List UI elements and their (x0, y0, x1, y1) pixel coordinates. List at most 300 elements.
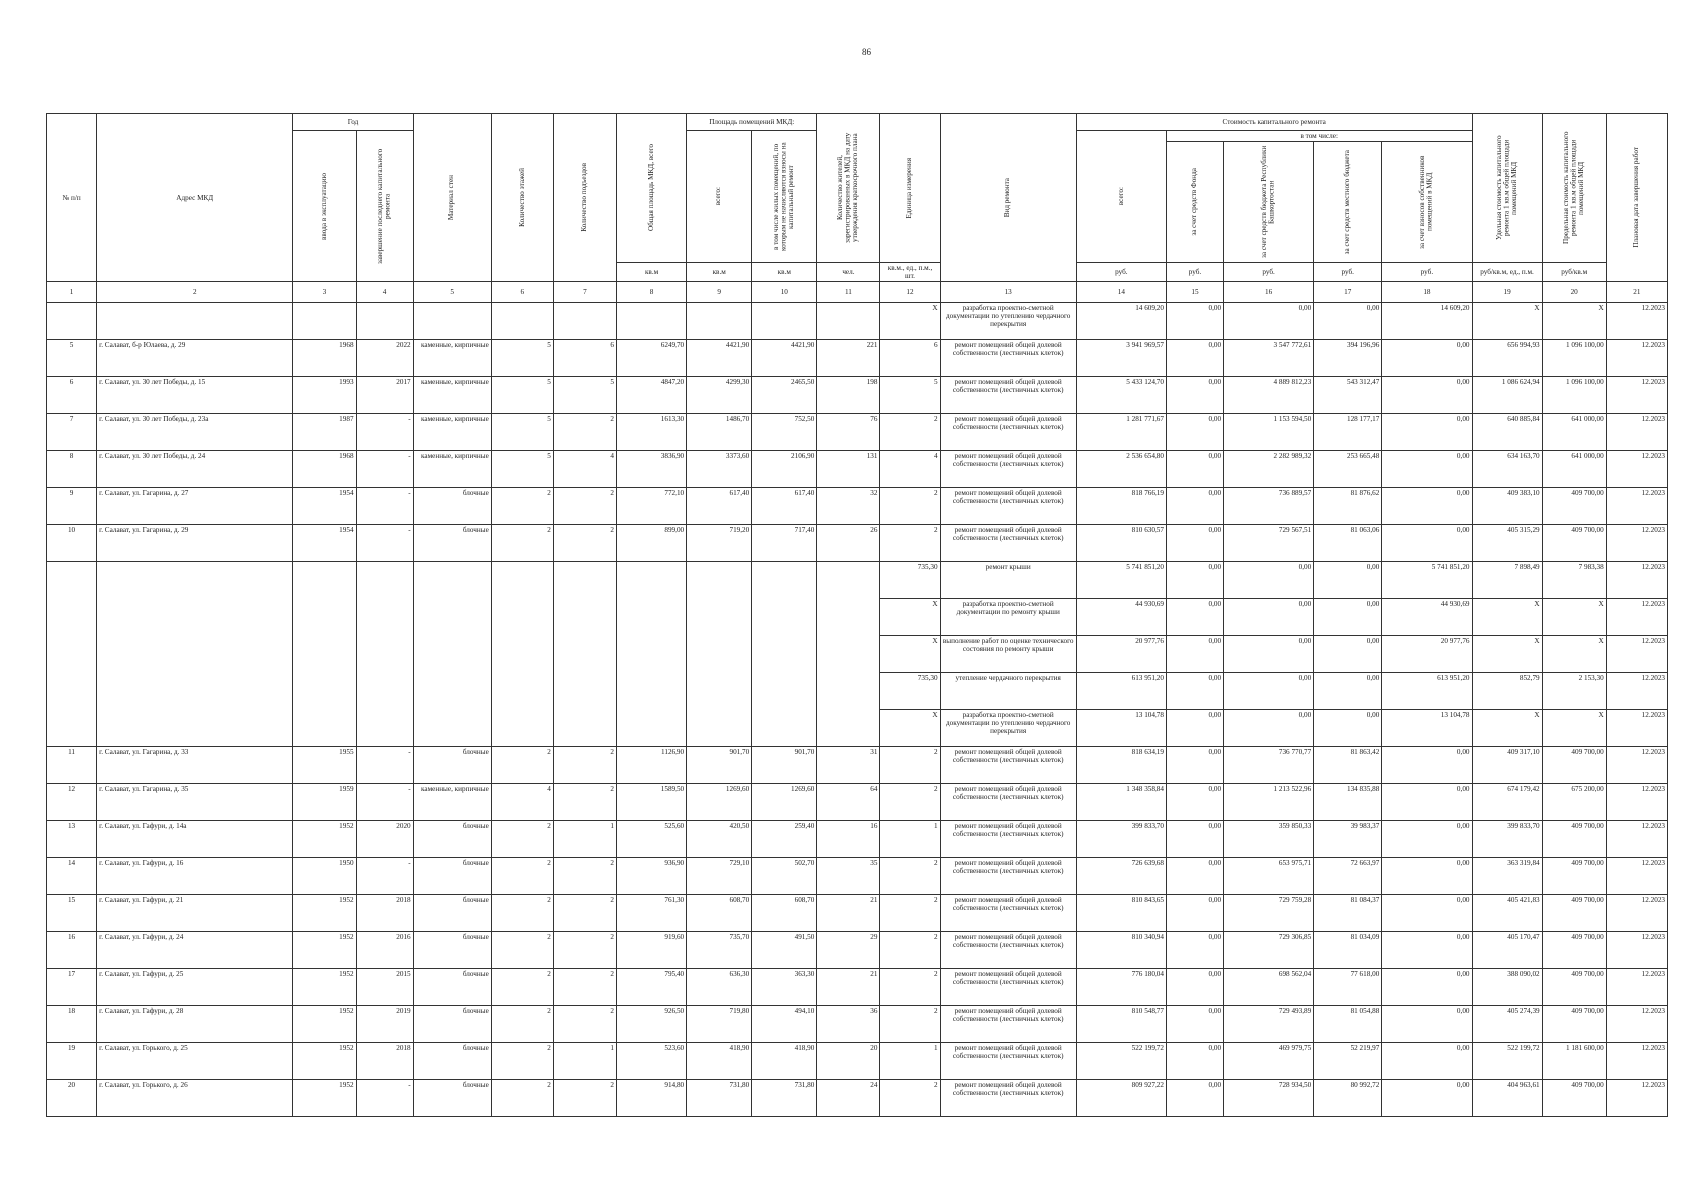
cell-cost-total: 726 639,68 (1076, 858, 1166, 895)
cell-premises-total: 636,30 (687, 969, 752, 1006)
cell-cost-local: 253 665,48 (1314, 451, 1382, 488)
cell-floors (491, 673, 553, 710)
cell-cost-local: 0,00 (1314, 562, 1382, 599)
cell-max-cost: 409 700,00 (1542, 895, 1606, 932)
cell-cost-local: 81 876,62 (1314, 488, 1382, 525)
cell-residents: 26 (817, 525, 880, 562)
cell-planned-date: 12.2023 (1606, 1006, 1667, 1043)
cell-premises-nonpaying (752, 710, 817, 747)
cell-floors: 2 (491, 488, 553, 525)
cell-premises-total (687, 562, 752, 599)
table-row (47, 636, 1668, 673)
cell-cost-total: 1 348 358,84 (1076, 784, 1166, 821)
cell-specific-cost: 409 317,10 (1472, 747, 1542, 784)
cell-specific-cost: 640 885,84 (1472, 414, 1542, 451)
cell-row-num (47, 673, 97, 710)
cell-row-num: 9 (47, 488, 97, 525)
column-number: 18 (1382, 282, 1472, 303)
cell-year-commission: 1954 (293, 525, 356, 562)
cell-unit: 2 (880, 784, 940, 821)
cell-cost-total: 810 340,94 (1076, 932, 1166, 969)
cell-cost-local: 394 196,96 (1314, 340, 1382, 377)
cell-year-last-repair: 2018 (356, 895, 413, 932)
cell-planned-date: 12.2023 (1606, 1043, 1667, 1080)
cell-wall-material: блочные (413, 895, 491, 932)
cell-repair-kind: утепление чердачного перекрытия (940, 673, 1076, 710)
cell-specific-cost: 405 421,83 (1472, 895, 1542, 932)
cell-unit: 735,30 (880, 673, 940, 710)
cell-year-last-repair: 2020 (356, 821, 413, 858)
table-row (47, 451, 1668, 488)
cell-premises-total: 1486,70 (687, 414, 752, 451)
cell-year-commission: 1950 (293, 858, 356, 895)
header-unit-text: Единица измерения (905, 157, 914, 219)
cell-cost-owners: 0,00 (1382, 1043, 1472, 1080)
cell-year-last-repair (356, 673, 413, 710)
cell-repair-kind: ремонт помещений общей долевой собственности (лестничных клеток) (940, 784, 1076, 821)
cell-total-area: 6249,70 (617, 340, 687, 377)
cell-residents: 31 (817, 747, 880, 784)
cell-max-cost: 409 700,00 (1542, 747, 1606, 784)
cell-premises-total (687, 710, 752, 747)
cell-year-commission: 1952 (293, 1043, 356, 1080)
cell-premises-total: 719,20 (687, 525, 752, 562)
cell-repair-kind: ремонт помещений общей долевой собственности (лестничных клеток) (940, 1080, 1076, 1117)
cell-cost-local: 81 863,42 (1314, 747, 1382, 784)
cell-row-num (47, 710, 97, 747)
cell-repair-kind: ремонт помещений общей долевой собственности (лестничных клеток) (940, 340, 1076, 377)
table-row (47, 1043, 1668, 1080)
cell-repair-kind: ремонт помещений общей долевой собственности (лестничных клеток) (940, 451, 1076, 488)
cell-specific-cost: 852,79 (1472, 673, 1542, 710)
cell-cost-republic: 653 975,71 (1224, 858, 1314, 895)
cell-repair-kind: ремонт крыши (940, 562, 1076, 599)
header-planned-date-text: Плановая дата завершения работ (1632, 147, 1641, 248)
cell-total-area: 795,40 (617, 969, 687, 1006)
cell-year-last-repair: - (356, 488, 413, 525)
cell-cost-republic: 3 547 772,61 (1224, 340, 1314, 377)
cell-year-commission: 1954 (293, 488, 356, 525)
cell-residents (817, 710, 880, 747)
table-row (47, 1006, 1668, 1043)
cell-cost-owners: 0,00 (1382, 784, 1472, 821)
cell-year-commission: 1952 (293, 969, 356, 1006)
cell-row-num (47, 636, 97, 673)
cell-year-last-repair: 2018 (356, 1043, 413, 1080)
header-residents-text: Количество жителей, зарегистрированных в МКД на дату утверждения краткосрочного плана (836, 132, 860, 244)
header-including: в том числе: (1166, 131, 1472, 142)
header-premises-nonpaying-text: в том числе жилых помещений, по которым не начисляются взносы на капитальный ремонт (771, 142, 796, 251)
cell-wall-material: блочные (413, 858, 491, 895)
cell-planned-date: 12.2023 (1606, 377, 1667, 414)
cell-cost-fund: 0,00 (1166, 895, 1223, 932)
cell-year-last-repair: - (356, 747, 413, 784)
cell-unit: 2 (880, 969, 940, 1006)
cell-unit: 2 (880, 858, 940, 895)
cell-residents: 32 (817, 488, 880, 525)
cell-max-cost: X (1542, 710, 1606, 747)
header-max-cost-text: Предельная стоимость капитального ремонта 1 кв.м общей площади помещений МКД (1561, 131, 1585, 245)
cell-total-area: 1589,50 (617, 784, 687, 821)
cell-cost-fund: 0,00 (1166, 488, 1223, 525)
cell-year-commission: 1987 (293, 414, 356, 451)
cell-unit: 2 (880, 414, 940, 451)
cell-entrances: 6 (553, 340, 616, 377)
cell-unit: 2 (880, 895, 940, 932)
cell-wall-material: блочные (413, 1043, 491, 1080)
header-year-commission-text: ввода в эксплуатацию (319, 172, 328, 240)
cell-address: г. Салават, ул. Гагарина, д. 29 (97, 525, 293, 562)
column-number: 9 (687, 282, 752, 303)
cell-year-commission: 1952 (293, 1006, 356, 1043)
cell-cost-republic: 359 850,33 (1224, 821, 1314, 858)
cell-floors (491, 562, 553, 599)
cell-max-cost: 409 700,00 (1542, 969, 1606, 1006)
cell-premises-total (687, 303, 752, 340)
cell-cost-local: 80 992,72 (1314, 1080, 1382, 1117)
cell-max-cost: 1 096 100,00 (1542, 340, 1606, 377)
cell-planned-date: 12.2023 (1606, 303, 1667, 340)
cell-total-area: 525,60 (617, 821, 687, 858)
cell-planned-date: 12.2023 (1606, 821, 1667, 858)
cell-floors: 2 (491, 932, 553, 969)
table-body (47, 303, 1668, 1117)
cell-max-cost: 409 700,00 (1542, 858, 1606, 895)
cell-max-cost: 409 700,00 (1542, 1080, 1606, 1117)
cell-floors: 2 (491, 1043, 553, 1080)
cell-cost-local: 543 312,47 (1314, 377, 1382, 414)
cell-max-cost: X (1542, 599, 1606, 636)
cell-cost-owners: 0,00 (1382, 377, 1472, 414)
cell-specific-cost: X (1472, 710, 1542, 747)
cell-planned-date: 12.2023 (1606, 451, 1667, 488)
cell-row-num: 13 (47, 821, 97, 858)
header-year-commission (293, 131, 356, 282)
cell-premises-nonpaying (752, 673, 817, 710)
cell-cost-fund: 0,00 (1166, 451, 1223, 488)
header-entrances-text: Количество подъездов (580, 163, 589, 232)
cell-max-cost: 409 700,00 (1542, 488, 1606, 525)
cell-cost-fund: 0,00 (1166, 525, 1223, 562)
cell-premises-total: 901,70 (687, 747, 752, 784)
cell-repair-kind: ремонт помещений общей долевой собственности (лестничных клеток) (940, 377, 1076, 414)
cell-wall-material: каменные, кирпичные (413, 784, 491, 821)
column-number: 3 (293, 282, 356, 303)
cell-planned-date: 12.2023 (1606, 895, 1667, 932)
cell-repair-kind: ремонт помещений общей долевой собственности (лестничных клеток) (940, 1043, 1076, 1080)
cell-specific-cost: 405 315,29 (1472, 525, 1542, 562)
cell-planned-date: 12.2023 (1606, 340, 1667, 377)
cell-max-cost: 409 700,00 (1542, 525, 1606, 562)
cell-floors: 5 (491, 414, 553, 451)
header-cost-total (1076, 131, 1166, 263)
cell-repair-kind: выполнение работ по оценке технического состояния по ремонту крыши (940, 636, 1076, 673)
cell-cost-owners: 0,00 (1382, 488, 1472, 525)
cell-max-cost: 1 096 100,00 (1542, 377, 1606, 414)
cell-year-last-repair (356, 636, 413, 673)
cell-cost-fund: 0,00 (1166, 562, 1223, 599)
cell-planned-date: 12.2023 (1606, 488, 1667, 525)
cell-cost-total: 810 548,77 (1076, 1006, 1166, 1043)
cell-entrances: 2 (553, 932, 616, 969)
cell-row-num: 19 (47, 1043, 97, 1080)
cell-cost-owners: 0,00 (1382, 451, 1472, 488)
cell-cost-local: 81 063,06 (1314, 525, 1382, 562)
cell-floors (491, 303, 553, 340)
cell-cost-fund: 0,00 (1166, 340, 1223, 377)
cell-cost-total: 810 630,57 (1076, 525, 1166, 562)
cell-residents: 29 (817, 932, 880, 969)
cell-row-num: 11 (47, 747, 97, 784)
cell-max-cost: X (1542, 636, 1606, 673)
cell-residents (817, 562, 880, 599)
table-row (47, 710, 1668, 747)
cell-residents: 21 (817, 969, 880, 1006)
cell-row-num (47, 599, 97, 636)
cell-total-area: 523,60 (617, 1043, 687, 1080)
header-cost-republic (1224, 142, 1314, 263)
cell-row-num: 20 (47, 1080, 97, 1117)
column-number: 15 (1166, 282, 1223, 303)
cell-premises-nonpaying: 2106,90 (752, 451, 817, 488)
cell-cost-owners: 0,00 (1382, 1006, 1472, 1043)
header-repair-kind (940, 114, 1076, 282)
header-specific-cost-text: Удельная стоимость капитального ремонта 1 кв.м общей площади помещений МКД (1494, 135, 1518, 241)
table-row (47, 821, 1668, 858)
cell-year-commission: 1993 (293, 377, 356, 414)
cell-address: г. Салават, б-р Юлаева, д. 29 (97, 340, 293, 377)
cell-cost-total: 2 536 654,80 (1076, 451, 1166, 488)
cell-year-last-repair: - (356, 451, 413, 488)
cell-entrances (553, 562, 616, 599)
cell-year-last-repair: 2019 (356, 1006, 413, 1043)
table-row (47, 932, 1668, 969)
cell-planned-date: 12.2023 (1606, 636, 1667, 673)
cell-cost-total: 1 281 771,67 (1076, 414, 1166, 451)
cell-premises-nonpaying: 2465,50 (752, 377, 817, 414)
cell-address: г. Салават, ул. Гагарина, д. 35 (97, 784, 293, 821)
cell-cost-fund: 0,00 (1166, 303, 1223, 340)
cell-residents: 198 (817, 377, 880, 414)
header-cost-total-text: всего: (1116, 187, 1125, 206)
cell-total-area: 4847,20 (617, 377, 687, 414)
table-row (47, 673, 1668, 710)
cell-premises-total: 1269,60 (687, 784, 752, 821)
cell-cost-total: 399 833,70 (1076, 821, 1166, 858)
cell-planned-date: 12.2023 (1606, 784, 1667, 821)
cell-unit: 2 (880, 1006, 940, 1043)
cell-address: г. Салават, ул. Гафури, д. 28 (97, 1006, 293, 1043)
cell-cost-fund: 0,00 (1166, 858, 1223, 895)
cell-specific-cost: 404 963,61 (1472, 1080, 1542, 1117)
cell-cost-total: 776 180,04 (1076, 969, 1166, 1006)
cell-entrances (553, 599, 616, 636)
column-number: 7 (553, 282, 616, 303)
cell-entrances: 4 (553, 451, 616, 488)
cell-row-num: 18 (47, 1006, 97, 1043)
table-row (47, 303, 1668, 340)
cell-entrances: 2 (553, 1080, 616, 1117)
cell-premises-nonpaying: 901,70 (752, 747, 817, 784)
cell-floors (491, 599, 553, 636)
cell-repair-kind: ремонт помещений общей долевой собственности (лестничных клеток) (940, 525, 1076, 562)
cell-address (97, 599, 293, 636)
cell-entrances: 2 (553, 1006, 616, 1043)
cell-year-last-repair: 2016 (356, 932, 413, 969)
header-cost-group: Стоимость капитального ремонта (1076, 114, 1472, 131)
cell-cost-owners: 44 930,69 (1382, 599, 1472, 636)
cell-premises-total: 3373,60 (687, 451, 752, 488)
table-row (47, 599, 1668, 636)
cell-row-num: 6 (47, 377, 97, 414)
cell-residents: 221 (817, 340, 880, 377)
column-number: 17 (1314, 282, 1382, 303)
header-cost-fund (1166, 142, 1223, 263)
cell-residents (817, 599, 880, 636)
column-number: 21 (1606, 282, 1667, 303)
column-number: 2 (97, 282, 293, 303)
cell-entrances: 5 (553, 377, 616, 414)
cell-unit: 2 (880, 1080, 940, 1117)
cell-address (97, 673, 293, 710)
cell-wall-material (413, 673, 491, 710)
cell-repair-kind: разработка проектно-сметной документации по утеплению чердачного перекрытия (940, 710, 1076, 747)
cell-row-num: 16 (47, 932, 97, 969)
cell-repair-kind: ремонт помещений общей долевой собственности (лестничных клеток) (940, 414, 1076, 451)
cell-floors: 5 (491, 451, 553, 488)
cell-cost-owners: 0,00 (1382, 895, 1472, 932)
cell-year-commission: 1968 (293, 340, 356, 377)
cell-max-cost: 641 000,00 (1542, 451, 1606, 488)
unit-10: кв.м (752, 263, 817, 282)
header-address: Адрес МКД (97, 114, 293, 282)
header-cost-local-text: за счет средств местного бюджета (1342, 149, 1351, 255)
cell-repair-kind: ремонт помещений общей долевой собственности (лестничных клеток) (940, 932, 1076, 969)
cell-wall-material: блочные (413, 488, 491, 525)
repair-plan-table (46, 113, 1668, 1117)
cell-year-commission: 1952 (293, 932, 356, 969)
cell-premises-total: 4421,90 (687, 340, 752, 377)
cell-residents: 64 (817, 784, 880, 821)
cell-repair-kind: ремонт помещений общей долевой собственности (лестничных клеток) (940, 895, 1076, 932)
cell-cost-total: 613 951,20 (1076, 673, 1166, 710)
column-number: 10 (752, 282, 817, 303)
cell-planned-date: 12.2023 (1606, 599, 1667, 636)
unit-15: руб. (1166, 263, 1223, 282)
cell-row-num: 15 (47, 895, 97, 932)
cell-cost-republic: 698 562,04 (1224, 969, 1314, 1006)
cell-cost-total: 5 741 851,20 (1076, 562, 1166, 599)
cell-year-commission: 1952 (293, 821, 356, 858)
table-row (47, 525, 1668, 562)
cell-premises-nonpaying: 363,30 (752, 969, 817, 1006)
cell-premises-nonpaying: 259,40 (752, 821, 817, 858)
cell-row-num (47, 303, 97, 340)
cell-wall-material: каменные, кирпичные (413, 414, 491, 451)
cell-residents: 16 (817, 821, 880, 858)
column-number: 19 (1472, 282, 1542, 303)
header-wall-material-text: Материал стен (447, 174, 456, 221)
cell-cost-fund: 0,00 (1166, 710, 1223, 747)
cell-total-area: 914,80 (617, 1080, 687, 1117)
cell-cost-republic: 2 282 989,32 (1224, 451, 1314, 488)
cell-max-cost: 675 200,00 (1542, 784, 1606, 821)
cell-total-area (617, 599, 687, 636)
cell-repair-kind: ремонт помещений общей долевой собственности (лестничных клеток) (940, 747, 1076, 784)
cell-cost-total: 44 930,69 (1076, 599, 1166, 636)
unit-11: чел. (817, 263, 880, 282)
cell-premises-total: 418,90 (687, 1043, 752, 1080)
cell-cost-republic: 736 889,57 (1224, 488, 1314, 525)
cell-unit: X (880, 303, 940, 340)
cell-repair-kind: разработка проектно-сметной документации по утеплению чердачного перекрытия (940, 303, 1076, 340)
cell-cost-republic: 4 889 812,23 (1224, 377, 1314, 414)
cell-unit: 5 (880, 377, 940, 414)
cell-wall-material: блочные (413, 1080, 491, 1117)
cell-specific-cost: 656 994,93 (1472, 340, 1542, 377)
cell-wall-material: блочные (413, 969, 491, 1006)
cell-year-commission (293, 710, 356, 747)
header-cost-owners-text: за счет взносов собственников помещений в МКД (1418, 155, 1434, 249)
cell-address: г. Салават, ул. Горького, д. 25 (97, 1043, 293, 1080)
cell-premises-total: 731,80 (687, 1080, 752, 1117)
cell-year-last-repair (356, 710, 413, 747)
cell-floors: 2 (491, 821, 553, 858)
repair-plan-sheet (46, 113, 1668, 1117)
cell-residents: 131 (817, 451, 880, 488)
column-number: 8 (617, 282, 687, 303)
cell-total-area: 936,90 (617, 858, 687, 895)
header-cost-fund-text: за счет средств Фонда (1190, 168, 1199, 236)
cell-premises-total: 608,70 (687, 895, 752, 932)
cell-repair-kind: ремонт помещений общей долевой собственности (лестничных клеток) (940, 821, 1076, 858)
cell-cost-republic: 729 306,85 (1224, 932, 1314, 969)
cell-specific-cost: 522 199,72 (1472, 1043, 1542, 1080)
cell-cost-fund: 0,00 (1166, 784, 1223, 821)
header-total-area (617, 114, 687, 263)
header-year-last-repair (356, 131, 413, 282)
unit-18: руб. (1382, 263, 1472, 282)
cell-residents: 24 (817, 1080, 880, 1117)
cell-cost-total: 810 843,65 (1076, 895, 1166, 932)
cell-cost-republic: 0,00 (1224, 599, 1314, 636)
cell-premises-nonpaying (752, 562, 817, 599)
cell-total-area: 761,30 (617, 895, 687, 932)
cell-row-num (47, 562, 97, 599)
cell-specific-cost: X (1472, 599, 1542, 636)
cell-entrances (553, 636, 616, 673)
cell-floors: 5 (491, 377, 553, 414)
unit-20: руб/кв.м (1542, 263, 1606, 282)
table-row (47, 414, 1668, 451)
cell-row-num: 7 (47, 414, 97, 451)
unit-19: руб/кв.м, ед., п.м. (1472, 263, 1542, 282)
cell-cost-fund: 0,00 (1166, 969, 1223, 1006)
cell-cost-local: 0,00 (1314, 636, 1382, 673)
cell-residents: 35 (817, 858, 880, 895)
unit-8: кв.м (617, 263, 687, 282)
table-row (47, 747, 1668, 784)
cell-cost-owners: 14 609,20 (1382, 303, 1472, 340)
cell-floors (491, 636, 553, 673)
cell-cost-republic: 0,00 (1224, 710, 1314, 747)
cell-wall-material (413, 710, 491, 747)
cell-cost-total: 3 941 969,57 (1076, 340, 1166, 377)
cell-cost-owners: 20 977,76 (1382, 636, 1472, 673)
cell-unit: 4 (880, 451, 940, 488)
cell-unit: 2 (880, 488, 940, 525)
cell-residents: 76 (817, 414, 880, 451)
